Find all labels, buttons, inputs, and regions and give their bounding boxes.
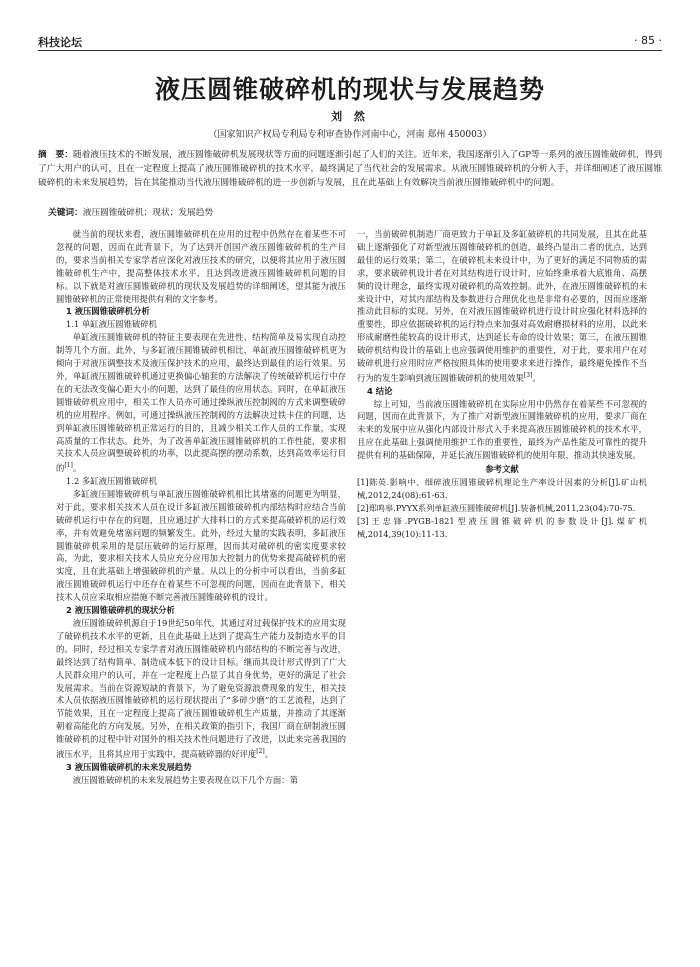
left-column [56,228,346,787]
section-2-heading: 2 液压圆锥破碎机的现状分析 [66,605,175,616]
section-4-heading: 4 结论 [367,385,393,396]
reference-item: [3]王忠锋.PYGB-1821型液压圆锥破碎机的参数设计[J].煤矿机械,2014,39(10):11-13. [357,516,647,539]
section-3-text: 一，当前破碎机制造厂商更致力于单缸及多缸破碎机的共同发展，且其在此基础上逐渐强化了对新型液压圆锥破碎机的创造，最终凸显出二者的优点，达到最佳的运行效果；第二，在破碎机未来设计中，为了更好的满足不同物质的需求，要求破碎机设计者在对其结构进行设计时，应始终秉承着大底锥角、高摆频的设计理念，最终实现对破碎机的高效控制。此外，在液压圆锥破碎机的未来设计中，对其内部结构及参数进行合理优化也是非常有必要的，因而应逐渐推动此目标的实现。另外，在对液压圆锥破碎机进行设计时应强化材料选择的重要性，即应依据破碎机的运行特点来加强对高效耐磨损材料的应用，以此来形成耐磨性能较高的设计形式，达到延长寿命的设计效果；第三，在液压圆锥破碎机结构设计的基础上也应强调使用维护的重要性，对于此，要求用户在对破碎机进行应用时应严格按照具体的使用要求来进行操作，最终避免操作不当行为的发生影响到液压圆锥破碎机的使用效果 [357,229,647,383]
author-name: 刘 然 [331,110,369,123]
section-1-1-heading: 1.1 单缸液压圆锥破碎机 [66,319,158,330]
abstract [38,148,662,190]
sentence-end: 。 [264,748,274,759]
running-header [38,26,662,49]
section-1-2-paragraph: 多缸液压圆锥破碎机与单缸液压圆锥破碎机相比其堵塞的问题更为明显，对于此，要求相关技术人员在设计多缸液压圆锥破碎机内部结构时应结合当前破碎机运行中存在的问题，且应通过扩大排料口的方式来提高破碎机的运行效率，并有效避免堵塞问题的频繁发生。此外，经过大量的实践表明，多缸液压圆锥破碎机采用的是层压破碎的运行原理，因而其对破碎机的密实度要求较高，为此，要求相关技术人员应充分应用加大控制力的优势来提高破碎机的密实度，且在此基础上增强破碎机的产量。从以上的分析中可以看出，当前多缸液压圆锥破碎机运行中还存在着某些不可忽视的问题，因而在此背景下，相关技术人员应采取相应措施不断完善液压圆锥破碎机的设计。 [56,488,346,603]
keywords [48,206,662,218]
keywords-text: 液压圆锥破碎机；现状；发展趋势 [82,208,214,218]
section-2-text: 液压圆锥破碎机源自于19世纪50年代，其通过对过载保护技术的应用实现了破碎机技术水平的更新，且在此基础上达到了提高生产能力及制造水平的目的。同时，经过相关专家学者对液压圆锥破碎机内部结构的不断完善与改进，最终达到了结构简单、制造成本低下的设计目标。继而其设计形式得到了广大人民群众用户的认可，并在一定程度上凸显了其自身优势，更好的满足了社会发展需求。当前在资源短缺的背景下，为了避免资源浪费现象的发生，相关技术人员依据液压圆锥破碎机的运行现状提出了“多碎少磨”的工艺流程，达到了节能效果，且在一定程度上提高了液压圆锥破碎机生产质量，并推动了其逐渐朝着高能化的方向发展。另外，在相关政策的指引下，我国厂商在研制液压圆锥破碎机的过程中针对国外的相关技术性问题进行了改进，以此来完善我国的液压水平，且将其应用于实践中，提高破碎器的好评度 [56,617,346,759]
reference-item: [2]郑鸣皋.PYYX系列单缸液压圆锥破碎机[J].装备机械,2011,23(04):70-75. [357,503,636,513]
keywords-label: 关键词： [48,208,83,218]
author-affiliation: （国家知识产权局专利局专利审查协作河南中心，河南 郑州 450003） [208,130,492,140]
section-4-paragraph: 综上可知，当前液压圆锥破碎机在实际应用中仍然存在着某些不可忽视的问题，因而在此背景下，为了推广对新型液压圆锥破碎机的应用，要求厂商在未来的发展中应从强化内部设计形式入手来提高液压圆锥破碎机的技术水平，且应在此基础上强调使用维护工作的重要性，最终为产品性能及可靠性的提升提供有利的基础保障，并延长液压圆锥破碎机的使用年限，推动其快速发展。 [357,398,647,461]
section-1-heading: 1 液压圆锥破碎机分析 [66,306,150,317]
section-2-paragraph [56,617,346,761]
page-number: · 85 · [634,34,662,47]
article-title: 液压圆锥破碎机的现状与发展趋势 [154,75,545,104]
citation-3: [3] [523,371,533,379]
section-3-paragraph-start: 液压圆锥破碎机的未来发展趋势主要表现在以下几个方面：第 [72,774,298,785]
references-heading: 参考文献 [485,464,519,475]
reference-item: [1]陈英.影响中、细碎液压圆锥破碎机理论生产率设计因素的分析[J].矿山机械,2012,24(08):61-63. [357,477,647,500]
sentence-end: 。 [72,463,82,474]
citation-1: [1] [64,462,73,470]
header-rule [38,50,662,51]
intro-paragraph: 就当前的现状来看，液压圆锥破碎机在应用的过程中仍然存在着某些不可忽视的问题，因而在此背景下，为了达到开创国产液压圆锥破碎机的生产目的，要求当前相关专家学者应深化对液压技术的研究，以便将其应用于液压圆锥破碎机生产中，提高整体技术水平，且达到改进液压圆锥破碎机问题的目标。以下就是对液压圆锥破碎机的现状及发展趋势的详细阐述，望其能为液压圆锥破碎机的正常使用提供有利的文字参考。 [56,229,346,304]
section-3-paragraph-cont [357,228,647,385]
section-1-2-heading: 1.2 多缸液压圆锥破碎机 [66,476,158,486]
sentence-end: 。 [532,372,541,383]
section-3-heading: 3 液压圆锥破碎机的未来发展趋势 [66,761,192,772]
journal-name: 科技论坛 [38,36,82,49]
section-1-1-paragraph [56,331,346,475]
right-column [357,228,647,541]
citation-2: [2] [256,748,265,756]
abstract-text: 随着液压技术的不断发展，液压圆锥破碎机发展现状等方面的问题逐渐引起了人们的关注。近年来，我国逐渐引入了GP等一系列的液压圆锥破碎机，得到了广大用户的认可，且在一定程度上提高了液压圆锥破碎机的技术水平，最终满足了当代社会的发展需求。从液压圆锥破碎机的分析入手，并详细阐述了液压圆锥破碎机的未来发展趋势，旨在其能推动当代液压圆锥破碎机的进一步创新与发展，且在此基础上有效解决当前液压圆锥破碎机中的问题。 [38,150,662,188]
abstract-label: 摘 要： [38,150,73,160]
section-1-1-text: 单缸液压圆锥破碎机的特征主要表现在先进性、结构简单及易实现自动控制等几个方面。此外，与多缸液压圆锥破碎机相比，单缸液压圆锥破碎机更为倾向于对液压调整技术及液压保护技术的应用，最终达到最佳的运行效果。另外，单缸液压圆锥破碎机通过更换偏心轴套的方法解决了传统破碎机运行中存在的无法改变偏心距大小的问题，达到了最佳的应用状态。同时，在单缸液压圆锥破碎机应用中，相关工作人员亦可通过操纵液压控制阀的方式来调整破碎机的应用程序。例如，可通过操纵液压控制阀的方法解决过铁卡住的问题，达到单缸液压圆锥破碎机正常运行的目的，且减少相关工作人员的工作量，实现高质量的工作状态。此外，为了改善单缸液压圆锥破碎机的工作性能，要求相关技术人员应调整破碎机的功率，以此提高摆的摆动系数，达到高效率运行目的 [56,332,346,474]
